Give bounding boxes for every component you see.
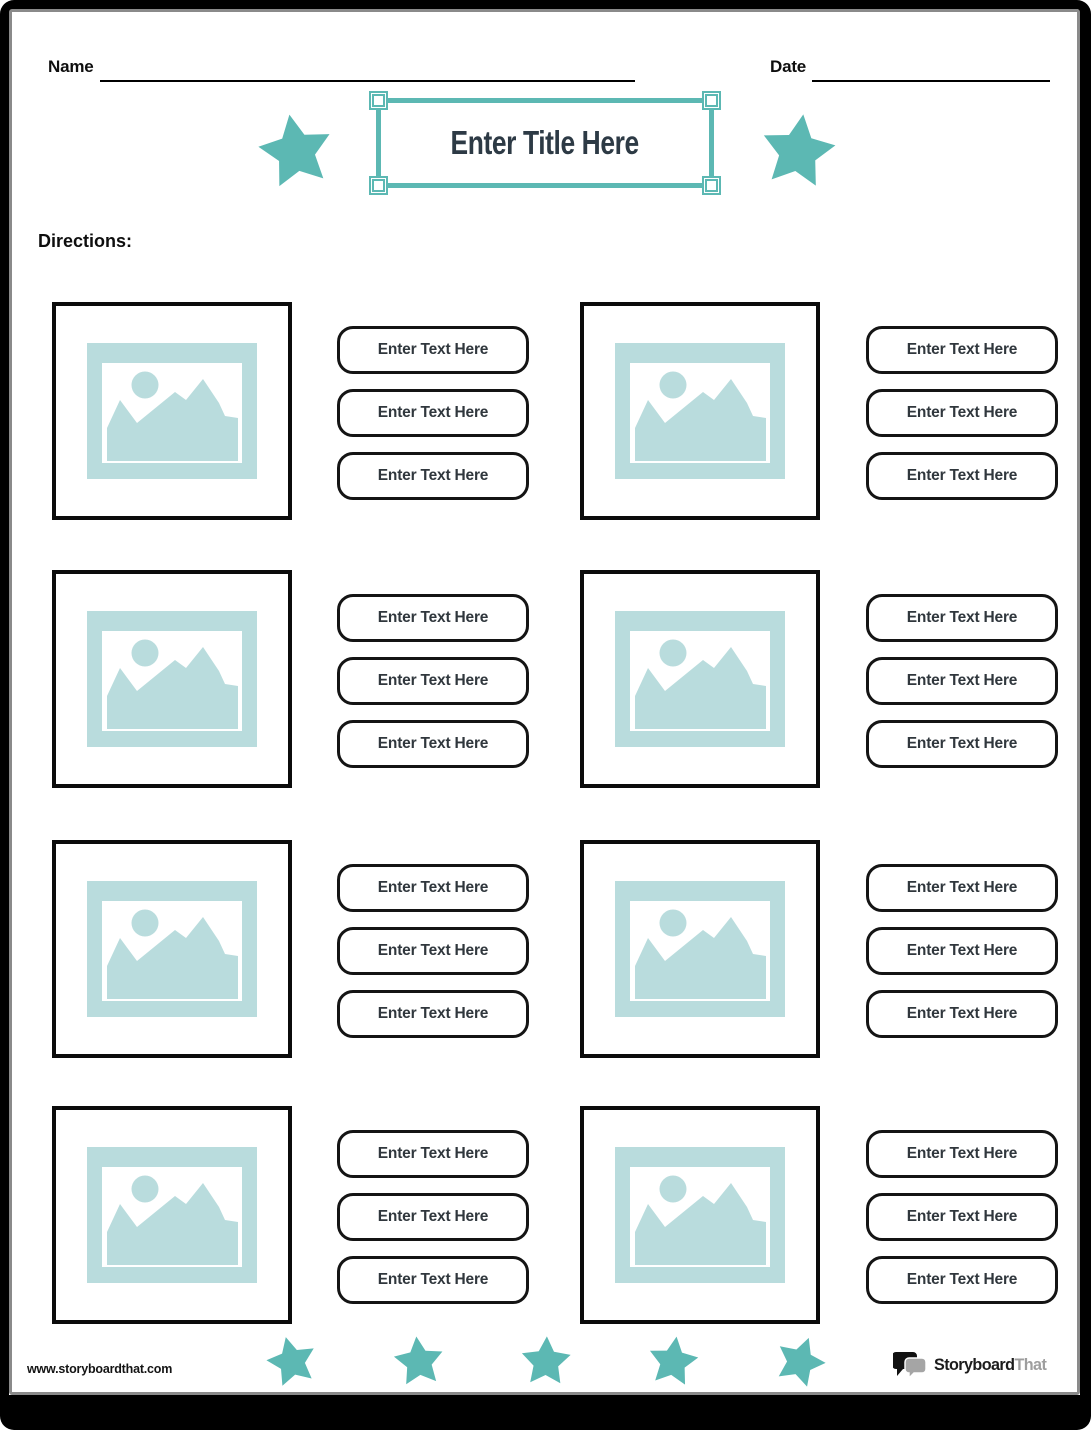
text-button-stack — [866, 840, 1058, 1058]
text-entry-label: Enter Text Here — [906, 1271, 1018, 1288]
header-star-right-icon — [753, 107, 843, 197]
website-url: www.storyboardthat.com — [27, 1362, 173, 1376]
text-entry-label: Enter Text Here — [377, 609, 489, 626]
image-placeholder-box[interactable] — [580, 302, 820, 520]
text-entry-button[interactable] — [337, 389, 529, 437]
speech-bubbles-icon — [893, 1351, 929, 1379]
match-row — [0, 570, 1091, 788]
text-button-stack — [866, 1106, 1058, 1324]
footer-star-icon — [518, 1334, 574, 1390]
text-entry-label: Enter Text Here — [377, 879, 489, 896]
storyboardthat-logo — [893, 1350, 1052, 1380]
text-entry-button[interactable] — [337, 1256, 529, 1304]
text-entry-button[interactable] — [866, 1256, 1058, 1304]
logo-text — [934, 1355, 1046, 1375]
text-entry-button[interactable] — [866, 1130, 1058, 1178]
text-button-stack — [866, 570, 1058, 788]
text-entry-button[interactable] — [866, 927, 1058, 975]
match-row — [0, 840, 1091, 1058]
text-entry-button[interactable] — [337, 990, 529, 1038]
match-row — [0, 1106, 1091, 1324]
header-star-left-icon — [250, 106, 343, 199]
text-entry-button[interactable] — [337, 1193, 529, 1241]
footer-star-icon — [643, 1332, 704, 1393]
logo-text-storyboard: Storyboard — [934, 1355, 1015, 1374]
image-placeholder-box[interactable] — [52, 302, 292, 520]
text-entry-label: Enter Text Here — [377, 1005, 489, 1022]
text-entry-button[interactable] — [866, 864, 1058, 912]
text-entry-label: Enter Text Here — [906, 879, 1018, 896]
text-entry-label: Enter Text Here — [906, 404, 1018, 421]
text-button-stack — [337, 840, 529, 1058]
image-placeholder-box[interactable] — [580, 1106, 820, 1324]
title-placeholder-text: Enter Title Here — [450, 124, 640, 161]
text-entry-button[interactable] — [337, 1130, 529, 1178]
text-entry-label: Enter Text Here — [906, 672, 1018, 689]
date-label: Date — [770, 57, 807, 76]
text-entry-button[interactable] — [337, 657, 529, 705]
image-placeholder-box[interactable] — [52, 570, 292, 788]
name-field-line — [100, 60, 635, 82]
text-entry-label: Enter Text Here — [906, 467, 1018, 484]
text-entry-label: Enter Text Here — [377, 942, 489, 959]
picture-icon — [615, 611, 785, 747]
text-entry-label: Enter Text Here — [377, 1208, 489, 1225]
footer-star-icon — [259, 1329, 324, 1394]
footer-star-icon — [389, 1332, 448, 1391]
picture-icon — [615, 343, 785, 479]
image-placeholder-box[interactable] — [52, 840, 292, 1058]
picture-icon — [87, 1147, 257, 1283]
text-button-stack — [866, 302, 1058, 520]
text-button-stack — [337, 302, 529, 520]
title-frame-corner — [369, 176, 388, 195]
text-entry-label: Enter Text Here — [377, 735, 489, 752]
text-entry-label: Enter Text Here — [377, 1271, 489, 1288]
footer-star-icon — [765, 1327, 834, 1396]
text-entry-button[interactable] — [337, 720, 529, 768]
match-row — [0, 302, 1091, 520]
text-entry-label: Enter Text Here — [906, 1145, 1018, 1162]
title-frame-corner — [702, 91, 721, 110]
text-entry-label: Enter Text Here — [906, 942, 1018, 959]
picture-icon — [615, 1147, 785, 1283]
name-label: Name — [48, 57, 94, 76]
text-entry-label: Enter Text Here — [906, 1208, 1018, 1225]
picture-icon — [87, 343, 257, 479]
text-entry-label: Enter Text Here — [906, 609, 1018, 626]
text-entry-button[interactable] — [337, 864, 529, 912]
text-entry-button[interactable] — [866, 326, 1058, 374]
text-entry-button[interactable] — [866, 594, 1058, 642]
text-entry-button[interactable] — [866, 990, 1058, 1038]
text-entry-label: Enter Text Here — [377, 404, 489, 421]
text-button-stack — [337, 570, 529, 788]
logo-text-that: That — [1014, 1355, 1047, 1374]
text-entry-button[interactable] — [866, 1193, 1058, 1241]
text-entry-label: Enter Text Here — [906, 1005, 1018, 1022]
text-entry-button[interactable] — [337, 452, 529, 500]
text-entry-label: Enter Text Here — [906, 735, 1018, 752]
image-placeholder-box[interactable] — [580, 570, 820, 788]
image-placeholder-box[interactable] — [52, 1106, 292, 1324]
text-entry-label: Enter Text Here — [906, 341, 1018, 358]
directions-label: Directions: — [38, 231, 133, 251]
text-entry-button[interactable] — [866, 720, 1058, 768]
text-entry-label: Enter Text Here — [377, 1145, 489, 1162]
picture-icon — [87, 611, 257, 747]
text-entry-button[interactable] — [337, 927, 529, 975]
text-entry-button[interactable] — [866, 452, 1058, 500]
picture-icon — [615, 881, 785, 1017]
date-field-line — [812, 60, 1050, 82]
title-frame-corner — [369, 91, 388, 110]
image-placeholder-box[interactable] — [580, 840, 820, 1058]
text-entry-button[interactable] — [866, 657, 1058, 705]
text-button-stack — [337, 1106, 529, 1324]
title-frame-corner — [702, 176, 721, 195]
text-entry-label: Enter Text Here — [377, 672, 489, 689]
text-entry-button[interactable] — [337, 326, 529, 374]
text-entry-label: Enter Text Here — [377, 467, 489, 484]
text-entry-label: Enter Text Here — [377, 341, 489, 358]
title-placeholder-box[interactable] — [376, 98, 714, 188]
text-entry-button[interactable] — [337, 594, 529, 642]
picture-icon — [87, 881, 257, 1017]
text-entry-button[interactable] — [866, 389, 1058, 437]
